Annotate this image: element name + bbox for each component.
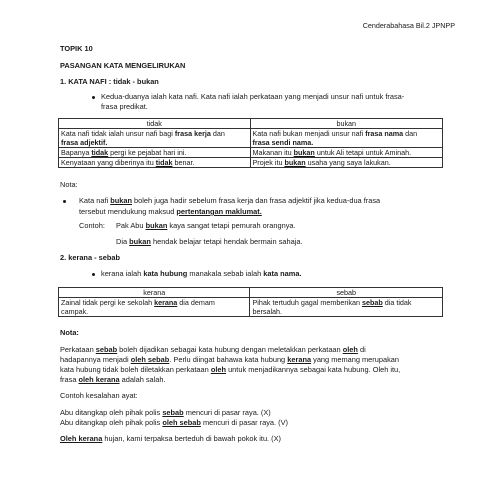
para-keyword: oleh kerana <box>78 375 120 384</box>
nota1-contoh-label: Contoh: <box>79 221 105 230</box>
header-source: Cenderabahasa Bil.2 JPNPP <box>362 21 455 30</box>
bullet-icon <box>92 273 95 276</box>
para-keyword: kerana <box>287 355 312 364</box>
cell-keyword: tidak <box>155 158 173 167</box>
bullet-text: manakala sebab ialah <box>187 269 264 278</box>
nota1-line2 <box>79 207 262 217</box>
cell-text: dan <box>210 129 225 138</box>
table-header-bukan: bukan <box>250 119 443 129</box>
example-keyword: sebab <box>162 408 184 417</box>
cell-text: Projek itu <box>252 158 285 167</box>
cell-term: frasa adjektif. <box>61 138 108 147</box>
table-cell <box>59 129 251 148</box>
cell-keyword: sebab <box>361 298 383 307</box>
nota1-line1 <box>79 196 380 206</box>
nota1-text: Kata nafi <box>79 196 111 205</box>
table-cell <box>59 148 251 158</box>
cell-text: benar. <box>172 158 195 167</box>
nota1-keyword: pertentangan maklumat. <box>176 207 262 216</box>
example-text: kaya sangat tetapi pemurah orangnya. <box>167 221 296 230</box>
error-example-2 <box>60 418 288 428</box>
cell-text: bersalah. <box>252 307 283 316</box>
cell-text: Kata nafi tidak ialah unsur nafi bagi <box>61 129 175 138</box>
nota2-label: Nota: <box>60 328 79 337</box>
section2-bullet <box>101 269 302 279</box>
example-text: Abu ditangkap oleh pihak polis <box>60 408 163 417</box>
table-tidak-bukan <box>58 118 443 168</box>
bullet-term: kata hubung <box>143 269 188 278</box>
section1-heading: 1. KATA NAFI : tidak - bukan <box>60 77 159 86</box>
cell-text: untuk Ali tetapi untuk Aminah. <box>314 148 412 157</box>
table-header-tidak: tidak <box>59 119 251 129</box>
table-cell <box>59 298 250 317</box>
para-text: hadapannya menjadi <box>60 355 131 364</box>
cell-text: Kata nafi bukan menjadi unsur nafi <box>252 129 366 138</box>
bullet-term: kata nama. <box>263 269 302 278</box>
example-text: hendak belajar tetapi hendak bermain sahaja. <box>150 237 303 246</box>
table-header-row <box>59 288 443 298</box>
example-keyword: bukan <box>145 221 168 230</box>
cell-text: Bapanya <box>61 148 92 157</box>
nota2-paragraph-line4 <box>60 375 166 385</box>
para-text: di <box>357 345 366 354</box>
table-row <box>59 298 443 317</box>
para-text: untuk menjadikannya sebagai kata hubung. Oleh itu, <box>226 365 401 374</box>
para-keyword: oleh <box>210 365 227 374</box>
bullet-icon <box>92 96 95 99</box>
cell-term: frasa nama <box>365 129 404 138</box>
example-text: mencuri di pasar raya. (X) <box>183 408 271 417</box>
nota2-paragraph-line1 <box>60 345 366 355</box>
bullet-text: kerana ialah <box>101 269 144 278</box>
para-text: kata hubung tidak boleh diletakkan perkataan <box>60 365 211 374</box>
table-header-row <box>59 119 443 129</box>
example-keyword: oleh sebab <box>162 418 201 427</box>
example-text: Dia <box>116 237 130 246</box>
nota1-keyword: bukan <box>110 196 132 205</box>
para-text: . Perlu diingat bahawa kata hubung <box>169 355 288 364</box>
table-row <box>59 148 443 158</box>
para-keyword: oleh sebab <box>130 355 170 364</box>
section1-bullet-line1: Kedua-duanya ialah kata nafi. Kata nafi ialah perkataan yang menjadi unsur nafi untuk frasa- <box>101 92 405 101</box>
error-example-1 <box>60 408 271 418</box>
page-title: PASANGAN KATA MENGELIRUKAN <box>60 61 186 70</box>
nota1-example1 <box>116 221 296 231</box>
section2-heading: 2. kerana - sebab <box>60 253 120 262</box>
example-text: mencuri di pasar raya. (V) <box>200 418 288 427</box>
cell-text: dia tidak <box>382 298 412 307</box>
table-row <box>59 129 443 148</box>
example-text: hujan, kami terpaksa berteduh di bawah pokok itu. (X) <box>102 434 282 443</box>
errors-label: Contoh kesalahan ayat: <box>60 391 138 400</box>
table-row <box>59 158 443 168</box>
nota2-paragraph-line2 <box>60 355 399 365</box>
bullet-icon <box>63 200 66 203</box>
example-text: Abu ditangkap oleh pihak polis <box>60 418 163 427</box>
cell-text: dan <box>403 129 418 138</box>
error-example-3 <box>60 434 281 444</box>
nota1-text: boleh juga hadir sebelum frasa kerja dan frasa adjektif jika kedua-dua frasa <box>132 196 381 205</box>
cell-keyword: bukan <box>293 148 315 157</box>
para-text: Perkataan <box>60 345 96 354</box>
table-cell <box>59 158 251 168</box>
example-keyword: bukan <box>129 237 151 246</box>
topic-label: TOPIK 10 <box>60 44 93 53</box>
table-cell <box>250 158 443 168</box>
cell-keyword: bukan <box>284 158 306 167</box>
para-text: frasa <box>60 375 79 384</box>
cell-text: dia demam <box>177 298 215 307</box>
table-kerana-sebab <box>58 287 443 317</box>
para-keyword: sebab <box>95 345 118 354</box>
nota1-example2 <box>116 237 303 247</box>
nota2-paragraph-line3 <box>60 365 400 375</box>
example-keyword: Oleh kerana <box>60 434 103 443</box>
table-cell <box>250 129 443 148</box>
cell-keyword: tidak <box>91 148 109 157</box>
cell-keyword: kerana <box>154 298 178 307</box>
cell-text: usaha yang saya lakukan. <box>305 158 391 167</box>
cell-text: pergi ke pejabat hari ini. <box>108 148 187 157</box>
table-header-kerana: kerana <box>59 288 250 298</box>
table-cell <box>250 148 443 158</box>
cell-text: Kenyataan yang diberinya itu <box>61 158 156 167</box>
section1-bullet-line2: frasa predikat. <box>101 102 148 111</box>
cell-text: Makanan itu <box>252 148 294 157</box>
cell-text: campak. <box>61 307 89 316</box>
nota1-label: Nota: <box>60 180 78 189</box>
nota1-text: tersebut mendukung maksud <box>79 207 177 216</box>
cell-text: Pihak tertuduh gagal memberikan <box>252 298 362 307</box>
cell-term: frasa kerja <box>174 129 211 138</box>
para-text: adalah salah. <box>119 375 166 384</box>
para-text: boleh dijadikan sebagai kata hubung dengan meletakkan perkataan <box>117 345 343 354</box>
cell-term: frasa sendi nama. <box>252 138 314 147</box>
para-keyword: oleh <box>342 345 358 354</box>
cell-text: Zainal tidak pergi ke sekolah <box>61 298 155 307</box>
example-text: Pak Abu <box>116 221 146 230</box>
table-header-sebab: sebab <box>250 288 443 298</box>
para-text: yang memang merupakan <box>311 355 399 364</box>
table-cell <box>250 298 443 317</box>
